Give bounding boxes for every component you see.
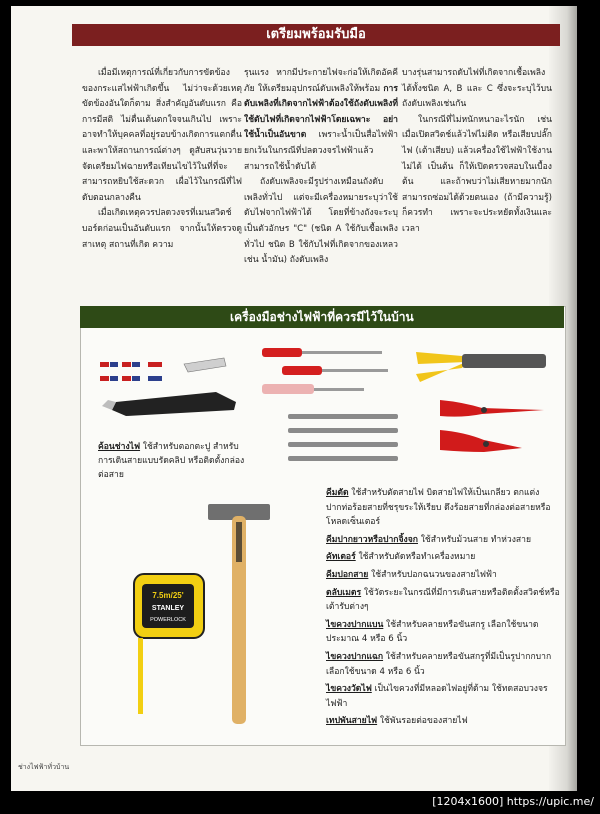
tape-size-label: 7.5m/25' [152,591,184,600]
tool-term: ไขควงวัดไฟ [326,684,372,695]
tool-item [326,618,560,647]
tool-desc: ใช้สำหรับปอกฉนวนของสายไฟฟ้า [368,569,497,580]
text-run: รุนแรง หากมีประกายไฟจะก่อให้เกิดอัคคีภัย ให้เตรียมอุปกรณ์ดับเพลิงให้พร้อม [244,68,398,94]
clips-and-cutter-image [96,344,246,424]
page-footer [18,762,69,773]
tool-item [326,486,560,530]
tool-item [326,682,560,711]
text-run: เพราะน้ำเป็นสื่อไฟฟ้า ยกเว้นในกรณีที่ปลดวงจรไฟฟ้าแล้วสามารถใช้น้ำดับได้ [244,130,398,172]
tool-desc: ใช้สำหรับคลายหรือขันสกรูที่มีเป็นรูปากกบากเลือกใช้ขนาด 4 หรือ 6 นิ้ว [326,651,552,677]
tool-term: คีมปากยาวหรือปากจิ้งจก [326,534,418,545]
caption-term: ค้อนช่างไฟ [98,442,141,452]
tool-desc: ใช้พันรอยต่อของสายไฟ [377,716,468,727]
pliers-image [412,344,562,480]
paragraph: บางรุ่นสามารถดับไฟที่เกิดจากเชื้อเพลิงได้ทั้งชนิด A, B และ C ซึ่งจะระบุไว้บนถังดับเพลิงเช่นกัน [402,68,552,110]
section-title-bar [72,24,560,46]
bold-warning: การดับเพลิงที่เกิดจากไฟฟ้าต้องใช้ถังดับเพลิงที่ใช้ดับไฟที่เกิดจากไฟฟ้าโดยเฉพาะ อย่าใช้น้ำเป็นอันขาด [244,83,398,141]
tool-term: เทปพันสายไฟ [326,716,378,727]
paragraph: เมื่อมีเหตุการณ์ที่เกี่ยวกับการขัดข้องของกระแสไฟฟ้าเกิดขึ้น ไม่ว่าจะด้วยเหตุขัดข้องอันใดก็ตาม สิ่งสำคัญอันดับแรก คือ การมีสติ ไม่ตื่นเต้นตกใจจนเกินไป เพราะอาจทำให้บุคคลที่อยู่รอบข้างเกิดการแตกตื่นและพาให้สถานการณ์ต่างๆ ดูสับสนวุ่นวาย จัดเตรียมไฟฉายหรือเทียนไขไว้ในที่ที่จะสามารถหยิบใช้สะดวก เผื่อไว้ในกรณีที่ไฟดับตอนกลางคืน [82,68,242,203]
watermark [432,795,594,808]
tape-model-label: POWERLOCK [150,617,186,623]
hammer-caption [98,440,248,482]
text-column-2 [244,66,398,269]
watermark-text: [1204x1600] https://upic.me/ [432,795,594,808]
section-title: เตรียมพร้อมรับมือ [266,27,366,42]
tool-desc: ใช้วัดระยะในกรณีที่มีการเดินสายหรือติดตั้งสวิตช์หรือเต้ารับต่างๆ [326,587,560,613]
tool-desc: ใช้สำหรับตัดหรือทำเครื่องหมาย [355,552,476,563]
tools-title-bar [80,306,564,328]
tool-term: ไขควงปากแฉก [326,651,384,662]
paragraph: ถังดับเพลิงจะมีรูปร่างเหมือนถังดับเพลิงทั่วไป แต่จะมีเครื่องหมายระบุว่าใช้ดับไฟจากไฟฟ้าได้ โดยที่ข้างถังจะระบุเป็นตัวอักษร "C" (ชนิด A ใช้กับเชื้อเพลิงทั่วไป ชนิด B ใช้กับไฟที่เกิดจากของเหลว เช่น น้ำมัน) ถังดับเพลิง [244,177,398,266]
tool-desc: ใช้สำหรับตัดสายไฟ บิดสายไฟให้เป็นเกลียว ตกแต่งปากท่อร้อยสายที่ชรุขระให้เรียบ ดึงร้อยสายที่กล่องต่อสายหรือโหลดเซ็นเตอร์ [326,488,551,528]
paragraph: ในกรณีที่ไม่หนักหนาอะไรนัก เช่น เมื่อเปิดสวิตช์แล้วไฟไม่ติด หรือเสียบปลั๊กไฟ (เต้าเสียบ) แล้วเครื่องใช้ไฟฟ้าใช้งานไม่ได้ เป็นต้น ก็ให้เปิดตรวจสอบในเบื้องต้น และถ้าพบว่าไม่เสียหายมากนัก สามารถซ่อมได้ด้วยตนเอง (ถ้ามีความรู้) ก็ควรทำ เพราะจะประหยัดทั้งเงินและเวลา [402,114,552,234]
footer-label: ช่างไฟฟ้าทั่วบ้าน [18,763,70,771]
tool-item [326,568,560,583]
tool-item [326,650,560,679]
tool-item [326,533,560,548]
tools-list [326,486,560,732]
tool-desc: ใช้สำหรับม้วนสาย ทำห่วงสาย [417,534,532,545]
tool-term: คีมตัด [326,488,349,498]
text-column-1 [82,66,242,253]
paragraph: เมื่อเกิดเหตุควรปลดวงจรที่เมนสวิตช์บอร์ดก่อนเป็นอันดับแรก จากนั้นให้ตรวจดูสาเหตุ สถานที่เกิด ความ [82,208,242,250]
tape-measure-image [128,570,218,720]
tape-brand-label: STANLEY [151,605,185,612]
caption-desc: ใช้สำหรับตอกตะปู สำหรับการเดินสายแบบรัดคลิป หรือติดตั้งกล่องต่อสาย [98,442,245,480]
text-column-3 [402,66,552,238]
paragraph [244,66,398,175]
tool-item [326,714,560,729]
tools-title: เครื่องมือช่างไฟฟ้าที่ควรมีไว้ในบ้าน [230,310,414,324]
tool-term: ตลับเมตร [326,587,362,598]
tool-term: ไขควงปากแบน [326,619,384,630]
screwdrivers-image [258,344,398,474]
tool-term: คัทเตอร์ [326,552,356,563]
tool-item [326,550,560,565]
tool-item [326,586,560,615]
tool-desc: เป็นไขควงที่มีหลอดไฟอยู่ที่ด้าม ใช้ทดสอบวงจรไฟฟ้า [326,684,548,709]
tool-desc: ใช้สำหรับคลายหรือขันสกรู เลือกใช้ขนาดประมาณ 4 หรือ 6 นิ้ว [326,619,539,645]
tool-term: คีมปอกสาย [326,569,369,580]
